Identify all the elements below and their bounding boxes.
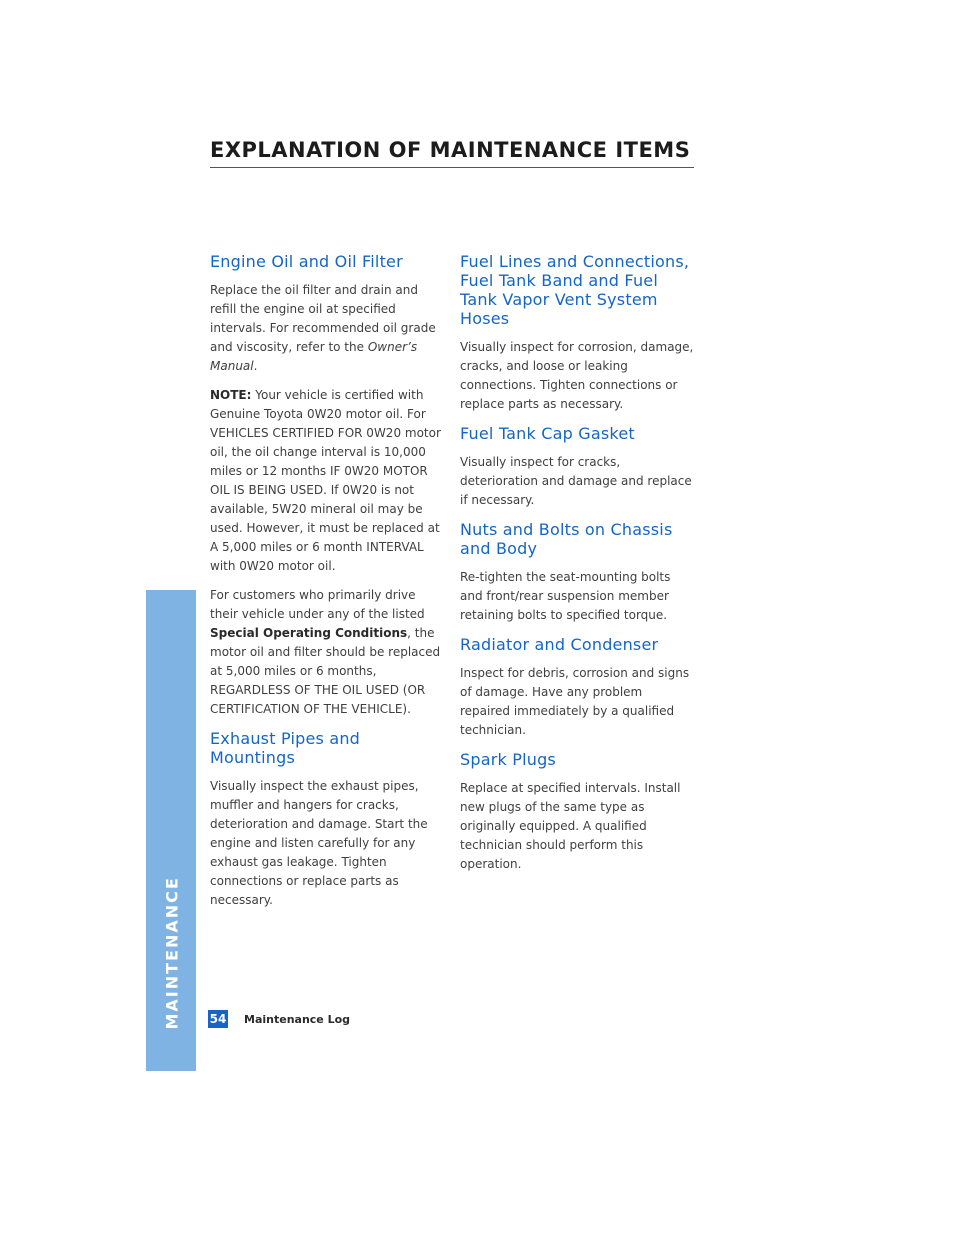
paragraph-text: For customers who primarily drive their vehicle under any of the listed bbox=[210, 588, 425, 621]
section-engine-oil bbox=[210, 252, 446, 719]
manual-reference: Owner’s Manual bbox=[210, 340, 418, 373]
section-heading: Fuel Tank Cap Gasket bbox=[460, 424, 635, 443]
side-tab-label: MAINTENANCE bbox=[162, 876, 182, 1030]
paragraph: Visually inspect for corrosion, damage, cracks, and loose or leaking connections. Tighten connections or replace parts as necessary. bbox=[460, 340, 694, 411]
note-paragraph bbox=[210, 386, 446, 576]
paragraph bbox=[210, 586, 446, 719]
section-spark-plugs bbox=[460, 750, 696, 874]
section-exhaust bbox=[210, 729, 446, 910]
note-text: Your vehicle is certified with Genuine Toyota 0W20 motor oil. For VEHICLES CERTIFIED FOR 0W20 motor oil, the oil change interval is 10,000 miles or 12 months IF 0W20 MOTOR OIL IS BEING USED. If 0W20 is not available, 5W20 mineral oil may be used. However, it must be replaced at A 5,000 miles or 6 month INTERVAL with 0W20 motor oil. bbox=[210, 388, 441, 573]
paragraph-text: . bbox=[253, 359, 258, 373]
section-nuts-bolts bbox=[460, 520, 696, 625]
special-conditions-emphasis: Special Operating Conditions bbox=[210, 626, 408, 640]
paragraph: Inspect for debris, corrosion and signs of damage. Have any problem repaired immediately by a qualified technician. bbox=[460, 666, 690, 737]
section-radiator bbox=[460, 635, 696, 740]
section-heading: Engine Oil and Oil Filter bbox=[210, 252, 403, 271]
paragraph bbox=[210, 281, 446, 376]
section-heading: Exhaust Pipes and Mountings bbox=[210, 729, 361, 767]
paragraph-text: , the motor oil and filter should be replaced at 5,000 miles or 6 months, REGARDLESS OF THE OIL USED (OR CERTIFICATION OF THE VEHICLE). bbox=[210, 626, 441, 716]
paragraph: Visually inspect the exhaust pipes, muffler and hangers for cracks, deterioration and damage. Start the engine and listen carefully for any exhaust gas leakage. Tighten connections or replace parts as necessary. bbox=[210, 779, 428, 907]
page-footer bbox=[208, 1010, 350, 1028]
section-heading: Radiator and Condenser bbox=[460, 635, 659, 654]
note-label: NOTE: bbox=[210, 388, 252, 402]
section-heading: Nuts and Bolts on Chassis and Body bbox=[460, 520, 673, 558]
left-column bbox=[210, 252, 446, 920]
section-heading: Spark Plugs bbox=[460, 750, 556, 769]
header-divider bbox=[210, 167, 694, 168]
paragraph: Visually inspect for cracks, deterioration and damage and replace if necessary. bbox=[460, 455, 692, 507]
paragraph-text: Replace the oil filter and drain and refill the engine oil at specified intervals. For recommended oil grade and viscosity, refer to the bbox=[210, 283, 436, 354]
section-fuel-cap bbox=[460, 424, 696, 510]
section-heading: Fuel Lines and Connections, Fuel Tank Band and Fuel Tank Vapor Vent System Hoses bbox=[460, 252, 690, 328]
right-column bbox=[460, 252, 696, 884]
side-section-tab bbox=[146, 590, 196, 1071]
page-number-badge: 54 bbox=[209, 1012, 227, 1026]
paragraph: Replace at specified intervals. Install new plugs of the same type as originally equipped. A qualified technician should perform this operation. bbox=[460, 781, 681, 871]
paragraph: Re-tighten the seat-mounting bolts and front/rear suspension member retaining bolts to specified torque. bbox=[460, 570, 671, 622]
page-title: EXPLANATION OF MAINTENANCE ITEMS bbox=[210, 138, 691, 162]
section-fuel-lines bbox=[460, 252, 696, 414]
footer-section-link[interactable]: Maintenance Log bbox=[244, 1012, 351, 1026]
